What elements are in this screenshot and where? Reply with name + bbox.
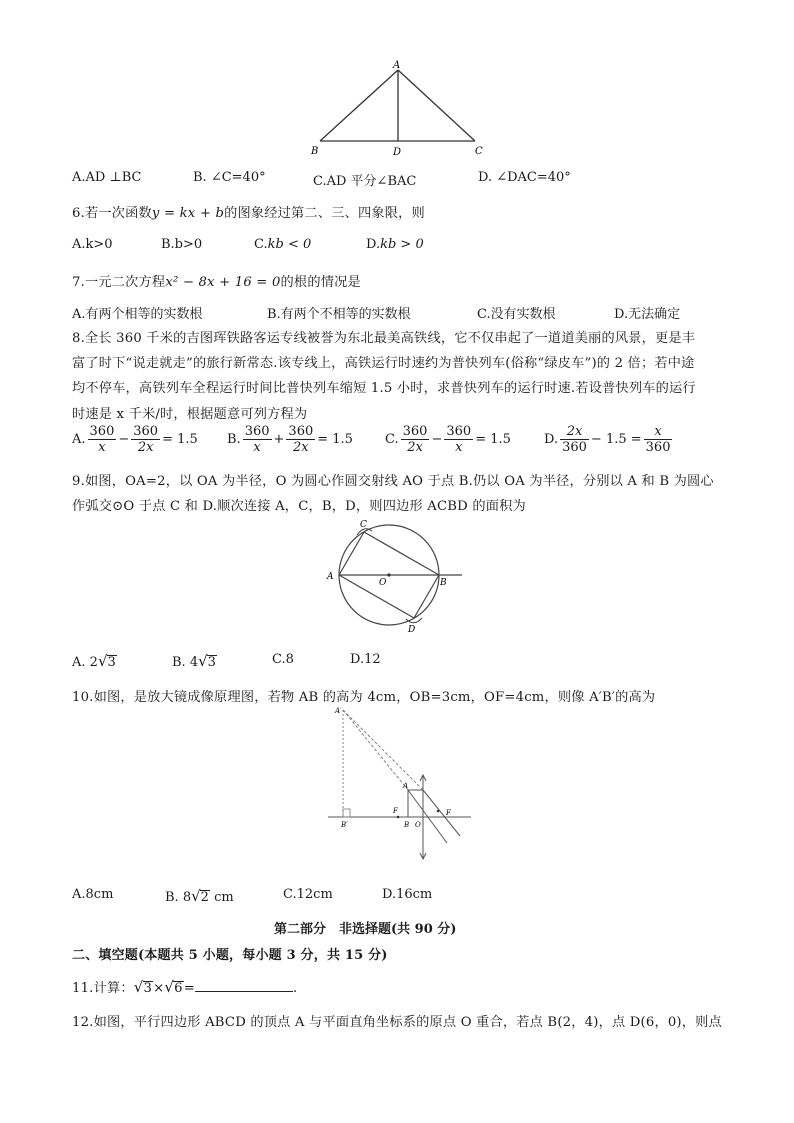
q9-option-c: C.8 xyxy=(272,652,294,667)
q8-line-2: 富了时下“说走就走”的旅行新常态.该专线上，高铁运行时速约为普快列车(俗称“绿皮车”)的 2 倍；若中途 xyxy=(72,356,695,371)
label-c: C xyxy=(360,520,367,530)
q5-option-b: B. ∠C=40° xyxy=(193,170,266,185)
q8-option-a: A. $\frac{360}{x}$ − $\frac{360}{2x}$ = 1.5 xyxy=(72,424,198,455)
q8-option-d: D. $\frac{2x}{360}$ − 1.5 = $\frac{x}{360}$ xyxy=(544,424,671,455)
q10-option-a: A.8cm xyxy=(72,887,114,902)
q10-option-b: B. 8√2 cm xyxy=(165,887,234,905)
label-o: O xyxy=(415,821,421,829)
q5-option-a: A.AD ⊥BC xyxy=(72,170,142,185)
label-a: A xyxy=(393,60,401,71)
q10-option-d: D.16cm xyxy=(382,887,433,902)
q9-line-2: 作弧交⊙O 于点 C 和 D.顺次连接 A，C，B，D，则四边形 ACBD 的面积为 xyxy=(72,499,526,514)
q7-option-a: A.有两个相等的实数根 xyxy=(72,307,203,322)
q8-line-1: 8.全长 360 千米的吉图珲铁路客运专线被誉为东北最美高铁线，它不仅串起了一道道美丽的风景，更是丰 xyxy=(72,331,696,346)
q8-option-c: C. $\frac{360}{2x}$ − $\frac{360}{x}$ = 1.5 xyxy=(385,424,511,455)
q8-option-b: B. $\frac{360}{x}$ + $\frac{360}{2x}$ = 1.5 xyxy=(227,424,353,455)
q6-formula: y = kx + b xyxy=(151,206,225,221)
q9-option-a: A. 2√3 xyxy=(72,652,116,670)
q7-equation: x² − 8x + 16 = 0 xyxy=(165,275,281,290)
q6-option-c: C.kb < 0 xyxy=(254,237,312,252)
q6-option-b: B.b>0 xyxy=(161,237,203,252)
label-o: O xyxy=(379,578,387,588)
q6-stem xyxy=(72,202,425,221)
triangle-figure xyxy=(305,58,495,160)
label-d: D xyxy=(408,625,416,635)
q11-stem: 11.计算：√3×√6= . xyxy=(72,978,298,996)
label-d: D xyxy=(393,147,402,158)
q7-option-b: B.有两个不相等的实数根 xyxy=(267,307,411,322)
magnifier-figure xyxy=(325,703,475,863)
label-b: B xyxy=(404,821,410,829)
q10-option-c: C.12cm xyxy=(283,887,333,902)
q5-option-c: C.AD 平分∠BAC xyxy=(313,174,417,189)
label-f: F xyxy=(393,807,398,815)
section2-title: 二、填空题(本题共 5 小题，每小题 3 分，共 15 分) xyxy=(72,948,388,963)
q7-option-d: D.无法确定 xyxy=(614,307,681,322)
q6-stem-prefix: 6.若一次函数 xyxy=(72,206,152,221)
q12-stem: 12.如图，平行四边形 ABCD 的顶点 A 与平面直角坐标系的原点 O 重合，若点 B(2，4)，点 D(6，0)，则点 xyxy=(72,1015,722,1030)
q7-stem xyxy=(72,271,361,290)
label-b: B xyxy=(440,578,447,588)
q8-line-3: 均不停车，高铁列车全程运行时间比普快列车缩短 1.5 小时，求普快列车的运行时速.若设普快列车的运行 xyxy=(72,381,696,396)
q6-option-a: A.k>0 xyxy=(72,237,113,252)
part2-title: 第二部分 非选择题(共 90 分) xyxy=(274,922,457,937)
circle-figure xyxy=(322,515,467,637)
label-a-prime: A′ xyxy=(335,707,342,715)
q5-option-d: D. ∠DAC=40° xyxy=(478,170,571,185)
q6-option-d: D.kb > 0 xyxy=(366,237,424,252)
q11-answer-blank[interactable] xyxy=(195,979,293,992)
q10-stem: 10.如图，是放大镜成像原理图，若物 AB 的高为 4cm，OB=3cm，OF=4cm，则像 A′B′的高为 xyxy=(72,690,656,705)
label-f-right: F xyxy=(446,809,451,817)
label-a: A xyxy=(327,572,334,582)
label-a: A xyxy=(403,782,409,790)
q7-stem-suffix: 的根的情况是 xyxy=(280,275,361,290)
q8-line-4: 时速是 x 千米/时，根据题意可列方程为 xyxy=(72,407,308,422)
q6-stem-suffix: 的图象经过第二、三、四象限，则 xyxy=(224,206,425,221)
q7-option-c: C.没有实数根 xyxy=(477,307,556,322)
q9-line-1: 9.如图，OA=2，以 OA 为半径，O 为圆心作圆交射线 AO 于点 B.仍以 OA 为半径，分别以 A 和 B 为圆心 xyxy=(72,474,714,489)
q9-option-d: D.12 xyxy=(350,652,381,667)
label-c: C xyxy=(475,146,483,157)
q7-stem-prefix: 7.一元二次方程 xyxy=(72,275,166,290)
q9-option-b: B. 4√3 xyxy=(172,652,216,670)
label-b-prime: B′ xyxy=(341,821,348,829)
label-b: B xyxy=(311,146,319,157)
